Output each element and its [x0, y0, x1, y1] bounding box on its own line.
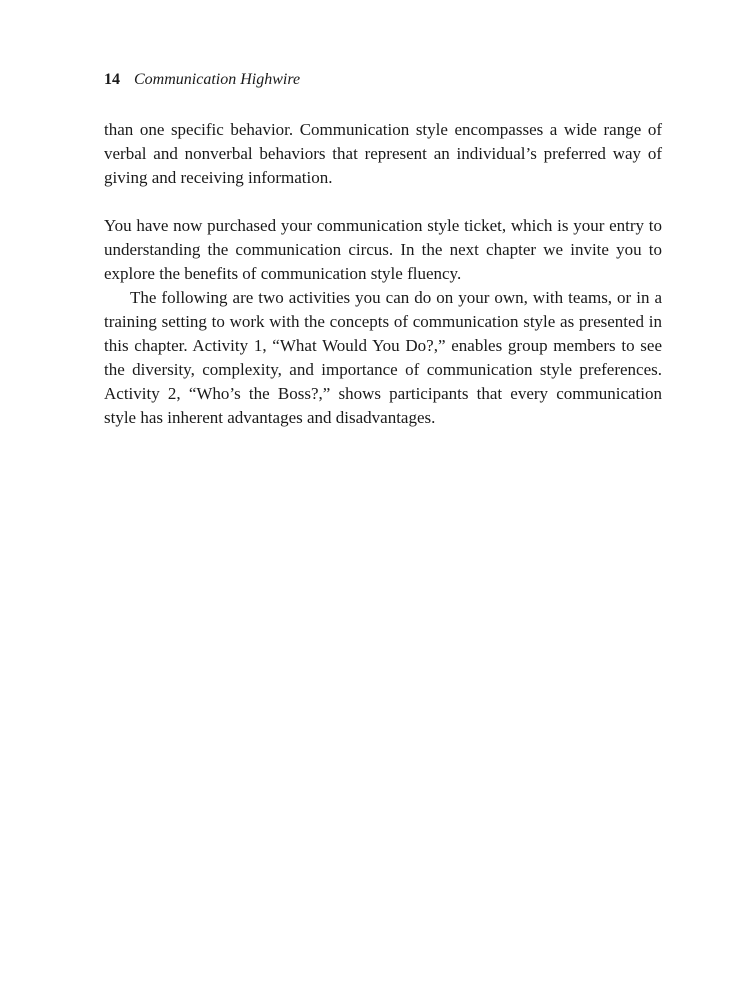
- body-text: [104, 118, 662, 430]
- paragraph-activities: The following are two activities you can do on your own, with teams, or in a training setting to work with the concepts of communication style as presented in this chapter. Activity 1, “What Would You Do?,” enables group members to see the diversity, complexity, and importance of communication style preferences. Activity 2, “Who’s the Boss?,” shows participants that every communication style has inherent advantages and disadvantages.: [104, 288, 662, 427]
- page-number: 14: [104, 71, 120, 88]
- paragraph-communication-ticket: You have now purchased your communication style ticket, which is your entry to understanding the communication circus. In the next chapter we invite you to explore the benefits of communication style fluency.: [104, 216, 662, 283]
- running-head: [104, 70, 300, 90]
- book-title: Communication Highwire: [134, 71, 301, 88]
- paragraph-continuation: than one specific behavior. Communication style encompasses a wide range of verbal and nonverbal behaviors that represent an individual’s preferred way of giving and receiving information.: [104, 120, 662, 187]
